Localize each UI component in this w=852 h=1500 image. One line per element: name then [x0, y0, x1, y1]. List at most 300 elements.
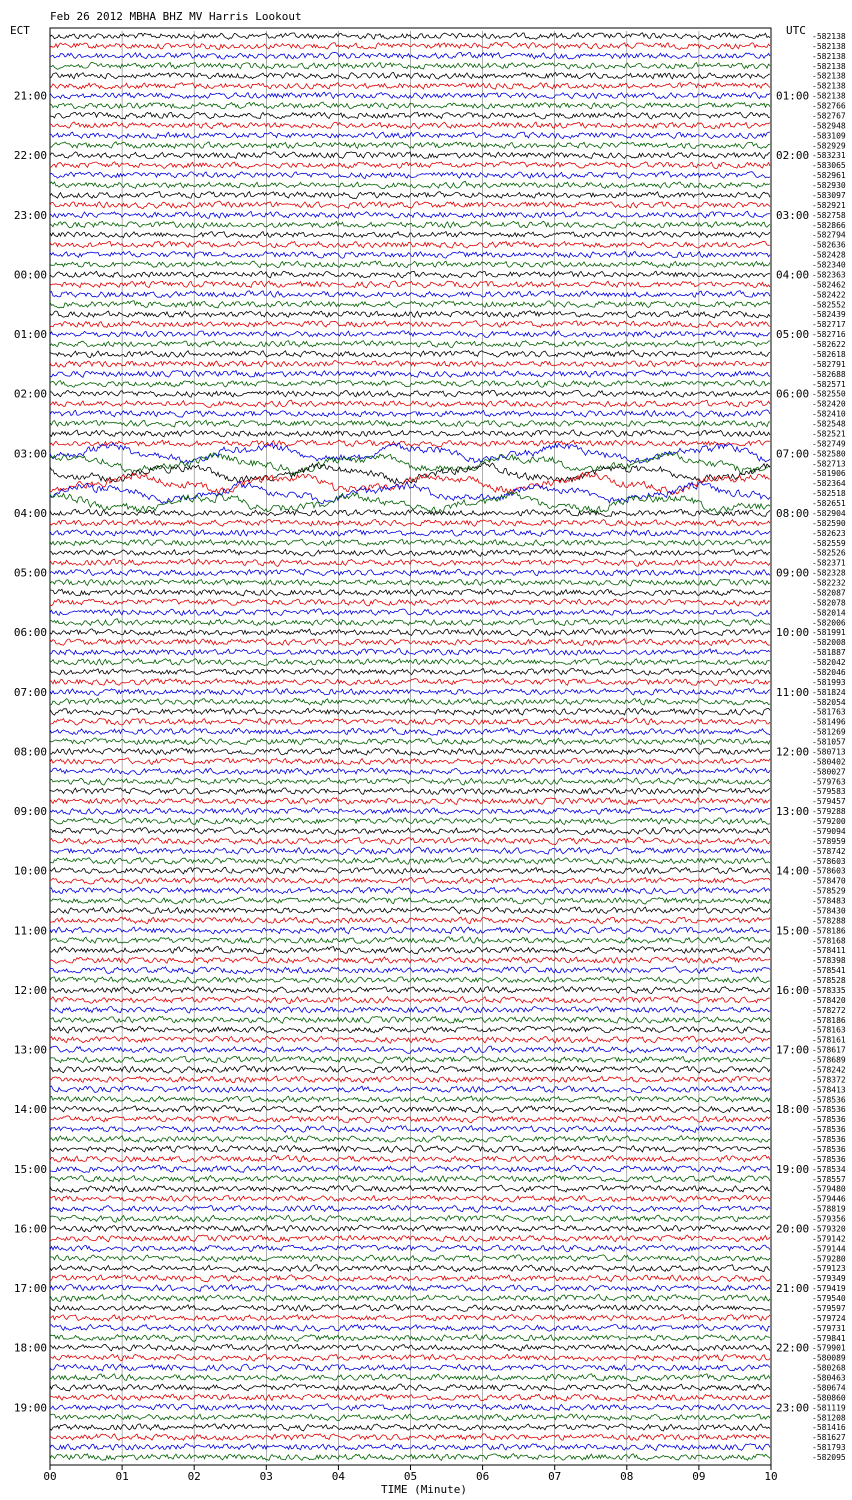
trace-line: [50, 261, 770, 268]
trace-line: [50, 440, 770, 447]
right-hour-label: 02:00: [776, 149, 810, 163]
trace-line: [50, 112, 770, 119]
trace-offset-label: -582364: [812, 479, 846, 489]
right-hour-label: 01:00: [776, 89, 810, 103]
x-tick-label: 09: [692, 1470, 706, 1483]
trace-offset-label: -582095: [812, 1453, 846, 1463]
trace-line: [50, 1116, 770, 1123]
trace-offset-label: -579320: [812, 1224, 846, 1234]
trace-offset-label: -582866: [812, 220, 846, 230]
right-hour-label: 16:00: [776, 983, 810, 997]
trace-offset-label: -582046: [812, 667, 846, 677]
left-hour-label: 01:00: [13, 328, 47, 342]
trace-offset-label: -580463: [812, 1373, 846, 1383]
trace-line: [50, 1196, 770, 1203]
trace-offset-label: -582948: [812, 121, 846, 131]
trace-offset-label: -582462: [812, 280, 846, 290]
left-hour-label: 05:00: [13, 566, 47, 580]
trace-offset-label: -582518: [812, 489, 846, 499]
trace-offset-label: -579597: [812, 1303, 846, 1313]
trace-offset-label: -580860: [812, 1393, 846, 1403]
trace-line: [50, 473, 770, 495]
trace-offset-label: -582138: [812, 81, 846, 91]
left-hour-label: 22:00: [13, 149, 47, 163]
trace-offset-label: -578689: [812, 1055, 846, 1065]
trace-line: [50, 1215, 770, 1222]
trace-line: [50, 977, 770, 983]
trace-line: [50, 281, 770, 288]
trace-offset-label: -582921: [812, 200, 846, 210]
trace-line: [50, 649, 770, 656]
trace-line: [50, 1414, 770, 1421]
trace-line: [50, 550, 770, 557]
trace-offset-label: -582422: [812, 290, 846, 300]
trace-offset-label: -578536: [812, 1154, 846, 1164]
trace-offset-label: -582428: [812, 250, 846, 260]
trace-line: [50, 628, 770, 635]
trace-offset-label: -582006: [812, 618, 846, 628]
x-tick-label: 08: [620, 1470, 634, 1483]
right-hour-label: 06:00: [776, 387, 810, 401]
trace-line: [50, 1305, 770, 1312]
left-hour-label: 11:00: [13, 924, 47, 938]
trace-line: [50, 887, 770, 894]
trace-offset-label: -578528: [812, 976, 846, 986]
trace-line: [50, 420, 770, 427]
left-hour-label: 12:00: [13, 983, 47, 997]
trace-line: [50, 301, 770, 308]
trace-line: [50, 937, 770, 944]
trace-offset-label: -578603: [812, 856, 846, 866]
trace-offset-label: -582794: [812, 230, 846, 240]
trace-offset-label: -582929: [812, 141, 846, 151]
trace-offset-label: -582961: [812, 171, 846, 181]
right-hour-label: 15:00: [776, 924, 810, 938]
trace-line: [50, 798, 770, 805]
trace-line: [50, 201, 770, 208]
trace-offset-label: -582930: [812, 181, 846, 191]
right-hour-label: 23:00: [776, 1401, 810, 1415]
trace-offset-label: -578536: [812, 1144, 846, 1154]
trace-offset-label: -579349: [812, 1274, 846, 1284]
trace-offset-label: -582552: [812, 300, 846, 310]
trace-offset-label: -581991: [812, 628, 846, 638]
trace-line: [50, 492, 770, 513]
trace-line: [50, 698, 770, 705]
right-hour-label: 03:00: [776, 208, 810, 222]
trace-offset-label: -581906: [812, 469, 846, 479]
right-hour-label: 17:00: [776, 1043, 810, 1057]
trace-line: [50, 1016, 770, 1023]
left-hour-label: 02:00: [13, 387, 47, 401]
trace-line: [50, 828, 770, 835]
left-hour-label: 00:00: [13, 268, 47, 282]
trace-offset-label: -582363: [812, 270, 846, 280]
trace-line: [50, 1026, 770, 1033]
trace-line: [50, 947, 770, 954]
trace-offset-label: -578483: [812, 896, 846, 906]
trace-offset-label: -582138: [812, 41, 846, 51]
trace-line: [50, 462, 770, 483]
trace-offset-label: -582521: [812, 429, 846, 439]
trace-offset-label: -578819: [812, 1204, 846, 1214]
trace-line: [50, 728, 770, 735]
trace-offset-label: -582713: [812, 459, 846, 469]
trace-line: [50, 1374, 770, 1381]
trace-line: [50, 987, 770, 994]
trace-line: [50, 1066, 770, 1073]
trace-offset-label: -578536: [812, 1105, 846, 1115]
right-hour-label: 21:00: [776, 1282, 810, 1296]
trace-offset-label: -582138: [812, 91, 846, 101]
trace-line: [50, 62, 770, 69]
x-tick-label: 07: [548, 1470, 562, 1483]
right-hour-label: 10:00: [776, 626, 810, 640]
trace-line: [50, 371, 770, 378]
trace-offset-labels: [812, 32, 846, 1462]
trace-line: [50, 331, 770, 338]
trace-line: [50, 102, 770, 109]
trace-offset-label: -578168: [812, 936, 846, 946]
trace-line: [50, 162, 770, 169]
right-hour-label: 22:00: [776, 1341, 810, 1355]
trace-line: [50, 1245, 770, 1252]
trace-offset-label: -578242: [812, 1065, 846, 1075]
trace-offset-label: -579763: [812, 777, 846, 787]
right-hour-labels: [776, 90, 809, 1415]
trace-line: [50, 482, 770, 504]
trace-line: [50, 599, 770, 606]
trace-offset-label: -581416: [812, 1423, 846, 1433]
trace-offset-label: -579142: [812, 1234, 846, 1244]
x-axis: [43, 1465, 777, 1483]
trace-offset-label: -579480: [812, 1184, 846, 1194]
trace-offset-label: -578470: [812, 876, 846, 886]
trace-line: [50, 569, 770, 575]
trace-offset-label: -582548: [812, 419, 846, 429]
trace-offset-label: -581824: [812, 687, 846, 697]
trace-line: [50, 1076, 770, 1083]
x-tick-label: 00: [43, 1470, 57, 1483]
left-hour-label: 07:00: [13, 685, 47, 699]
trace-line: [50, 788, 770, 795]
trace-offset-label: -578742: [812, 846, 846, 856]
trace-line: [50, 738, 770, 745]
trace-offset-label: -579200: [812, 817, 846, 827]
trace-offset-label: -579356: [812, 1214, 846, 1224]
trace-offset-label: -578161: [812, 1035, 846, 1045]
trace-line: [50, 857, 770, 864]
right-hour-label: 14:00: [776, 864, 810, 878]
trace-line: [50, 1036, 770, 1043]
trace-offset-label: -582439: [812, 310, 846, 320]
trace-line: [50, 390, 770, 397]
trace-offset-label: -578420: [812, 995, 846, 1005]
trace-line: [50, 1056, 770, 1063]
trace-line: [50, 1146, 770, 1153]
trace-offset-label: -580402: [812, 757, 846, 767]
trace-offset-label: -579901: [812, 1343, 846, 1353]
trace-line: [50, 122, 770, 129]
x-tick-label: 06: [475, 1470, 490, 1483]
trace-line: [50, 867, 770, 874]
trace-offset-label: -578603: [812, 866, 846, 876]
trace-line: [50, 589, 770, 596]
trace-offset-label: -582590: [812, 518, 846, 528]
trace-offset-label: -579724: [812, 1313, 846, 1323]
trace-line: [50, 1086, 770, 1093]
trace-offset-label: -581496: [812, 717, 846, 727]
trace-line: [50, 1325, 770, 1332]
trace-line: [50, 768, 770, 775]
trace-offset-label: -578272: [812, 1005, 846, 1015]
trace-offset-label: -580674: [812, 1383, 846, 1393]
trace-offset-label: -579123: [812, 1264, 846, 1274]
trace-line: [50, 579, 770, 586]
trace-line: [50, 341, 770, 348]
trace-offset-label: -582580: [812, 449, 846, 459]
left-timezone-label: ECT: [10, 24, 30, 37]
trace-line: [50, 400, 770, 407]
right-hour-label: 13:00: [776, 805, 810, 819]
trace-line: [50, 311, 770, 318]
trace-line: [50, 708, 770, 715]
trace-line: [50, 957, 770, 964]
left-hour-label: 04:00: [13, 506, 47, 520]
trace-line: [50, 430, 770, 437]
left-hour-label: 13:00: [13, 1043, 47, 1057]
trace-line: [50, 1126, 770, 1133]
trace-line: [50, 291, 770, 298]
trace-offset-label: -582636: [812, 240, 846, 250]
trace-line: [50, 927, 770, 934]
trace-offset-label: -582622: [812, 340, 846, 350]
trace-offset-label: -582550: [812, 389, 846, 399]
trace-offset-label: -578541: [812, 966, 846, 976]
right-hour-label: 05:00: [776, 328, 810, 342]
trace-line: [50, 519, 770, 526]
trace-line: [50, 1434, 770, 1441]
trace-line: [50, 410, 770, 418]
trace-line: [50, 1295, 770, 1302]
right-hour-label: 11:00: [776, 685, 810, 699]
left-hour-label: 03:00: [13, 447, 47, 461]
trace-offset-label: -581763: [812, 707, 846, 717]
trace-line: [50, 152, 770, 159]
trace-line: [50, 778, 770, 785]
trace-line: [50, 1155, 770, 1162]
chart-title: Feb 26 2012 MBHA BHZ MV Harris Lookout: [50, 10, 302, 23]
trace-offset-label: -582618: [812, 349, 846, 359]
trace-offset-label: -578959: [812, 836, 846, 846]
trace-offset-label: -582138: [812, 61, 846, 71]
left-hour-label: 19:00: [13, 1401, 47, 1415]
trace-line: [50, 1136, 770, 1143]
trace-line: [50, 609, 770, 616]
trace-line: [50, 1394, 770, 1401]
trace-offset-label: -578617: [812, 1045, 846, 1055]
trace-line: [50, 758, 770, 765]
trace-line: [50, 897, 770, 904]
trace-offset-label: -579446: [812, 1194, 846, 1204]
right-hour-label: 19:00: [776, 1162, 810, 1176]
trace-line: [50, 1007, 770, 1014]
left-hour-labels: [14, 90, 47, 1415]
trace-offset-label: -582688: [812, 369, 846, 379]
right-timezone-label: UTC: [786, 24, 806, 37]
trace-line: [50, 1185, 770, 1192]
trace-line: [50, 380, 770, 387]
trace-offset-label: -582420: [812, 399, 846, 409]
trace-line: [50, 659, 770, 666]
trace-line: [50, 52, 770, 59]
trace-line: [50, 271, 770, 278]
trace-line: [50, 669, 770, 676]
trace-line: [50, 559, 770, 566]
left-hour-label: 14:00: [13, 1103, 47, 1117]
trace-offset-label: -582138: [812, 51, 846, 61]
trace-offset-label: -579280: [812, 1254, 846, 1264]
trace-line: [50, 1046, 770, 1053]
trace-line: [50, 321, 770, 328]
trace-line: [50, 1364, 770, 1371]
x-axis-label: TIME (Minute): [380, 1483, 468, 1496]
trace-offset-label: -582717: [812, 320, 846, 330]
trace-offset-label: -578529: [812, 886, 846, 896]
trace-line: [50, 718, 770, 725]
trace-offset-label: -582904: [812, 508, 846, 518]
trace-offset-label: -582232: [812, 578, 846, 588]
trace-line: [50, 1255, 770, 1262]
trace-line: [50, 539, 770, 546]
x-tick-label: 05: [403, 1470, 418, 1483]
left-hour-label: 06:00: [13, 626, 47, 640]
trace-offset-label: -581793: [812, 1443, 846, 1453]
left-hour-label: 17:00: [13, 1282, 47, 1296]
trace-line: [50, 1335, 770, 1342]
trace-line: [50, 142, 770, 149]
trace-line: [50, 907, 770, 914]
trace-offset-label: -582410: [812, 409, 846, 419]
trace-offset-label: -582340: [812, 260, 846, 270]
trace-offset-label: -579841: [812, 1333, 846, 1343]
trace-offset-label: -582791: [812, 359, 846, 369]
trace-line: [50, 509, 770, 516]
trace-line: [50, 847, 770, 854]
trace-line: [50, 351, 770, 358]
trace-line: [50, 1284, 770, 1291]
trace-offset-label: -582623: [812, 528, 846, 538]
trace-line: [50, 1344, 770, 1351]
trace-line: [50, 808, 770, 815]
trace-line: [50, 1175, 770, 1182]
right-hour-label: 04:00: [776, 268, 810, 282]
trace-offset-label: -579583: [812, 787, 846, 797]
trace-offset-label: -583231: [812, 151, 846, 161]
trace-line: [50, 1315, 770, 1322]
trace-line: [50, 72, 770, 79]
trace-offset-label: -582559: [812, 538, 846, 548]
left-hour-label: 08:00: [13, 745, 47, 759]
trace-offset-label: -580713: [812, 747, 846, 757]
trace-offset-label: -579094: [812, 826, 846, 836]
trace-offset-label: -581119: [812, 1403, 846, 1413]
left-hour-label: 18:00: [13, 1341, 47, 1355]
trace-line: [50, 361, 770, 368]
trace-line: [50, 997, 770, 1004]
trace-offset-label: -578557: [812, 1174, 846, 1184]
trace-line: [50, 221, 770, 228]
trace-line: [50, 838, 770, 845]
trace-offset-label: -578536: [812, 1135, 846, 1145]
trace-line: [50, 1424, 770, 1431]
trace-line: [50, 182, 770, 189]
left-hour-label: 09:00: [13, 805, 47, 819]
left-hour-label: 21:00: [13, 89, 47, 103]
trace-line: [50, 192, 770, 199]
right-hour-label: 12:00: [776, 745, 810, 759]
trace-offset-label: -582766: [812, 101, 846, 111]
trace-line: [50, 639, 770, 646]
trace-offset-label: -582749: [812, 439, 846, 449]
trace-offset-label: -581208: [812, 1413, 846, 1423]
trace-offset-label: -583097: [812, 190, 846, 200]
trace-line: [50, 1205, 770, 1212]
trace-offset-label: -579419: [812, 1284, 846, 1294]
x-tick-label: 03: [259, 1470, 273, 1483]
trace-line: [50, 92, 770, 99]
right-hour-label: 18:00: [776, 1103, 810, 1117]
trace-line: [50, 1454, 770, 1461]
trace-line: [50, 877, 770, 884]
trace-offset-label: -581887: [812, 648, 846, 658]
trace-line: [50, 917, 770, 924]
trace-offset-label: -582054: [812, 697, 846, 707]
trace-line: [50, 1225, 770, 1232]
trace-offset-label: -579540: [812, 1294, 846, 1304]
trace-offset-label: -578398: [812, 956, 846, 966]
trace-offset-label: -582078: [812, 598, 846, 608]
left-hour-label: 10:00: [13, 864, 47, 878]
trace-offset-label: -578335: [812, 985, 846, 995]
left-hour-label: 23:00: [13, 208, 47, 222]
left-hour-label: 16:00: [13, 1222, 47, 1236]
seismic-traces: [50, 33, 770, 1461]
trace-offset-label: -582767: [812, 111, 846, 121]
trace-line: [50, 1165, 770, 1172]
trace-offset-label: -581627: [812, 1433, 846, 1443]
x-tick-label: 04: [331, 1470, 346, 1483]
trace-offset-label: -580027: [812, 767, 846, 777]
trace-offset-label: -579288: [812, 807, 846, 817]
trace-line: [50, 1096, 770, 1102]
right-hour-label: 09:00: [776, 566, 810, 580]
trace-offset-label: -578372: [812, 1075, 846, 1085]
trace-offset-label: -582328: [812, 568, 846, 578]
trace-offset-label: -582716: [812, 330, 846, 340]
trace-line: [50, 619, 770, 626]
trace-offset-label: -581269: [812, 727, 846, 737]
trace-offset-label: -581993: [812, 677, 846, 687]
trace-line: [50, 132, 770, 139]
trace-offset-label: -582651: [812, 499, 846, 509]
trace-offset-label: -580268: [812, 1363, 846, 1373]
trace-offset-label: -582087: [812, 588, 846, 598]
trace-line: [50, 172, 770, 179]
trace-offset-label: -578536: [812, 1125, 846, 1135]
trace-offset-label: -579144: [812, 1244, 846, 1254]
trace-line: [50, 688, 770, 695]
